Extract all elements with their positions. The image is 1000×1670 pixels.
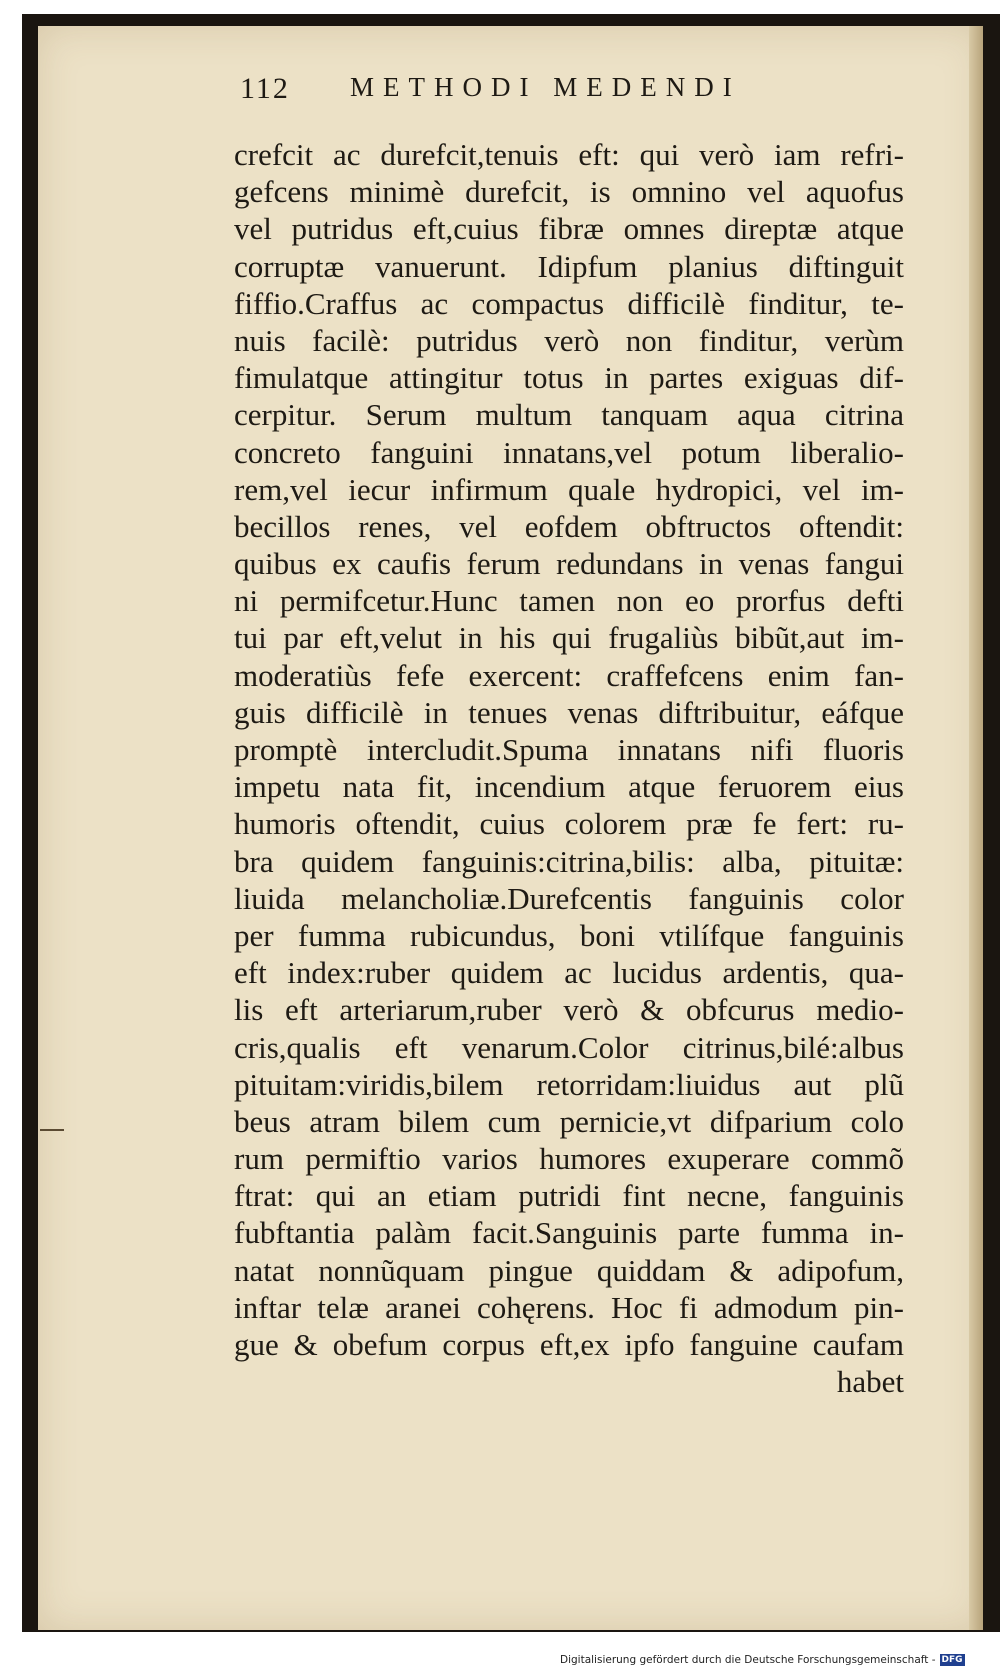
page-edge [969, 26, 983, 1630]
text-line: ni permifcetur.Hunc tamen non eo prorfus defti [234, 583, 904, 619]
text-line: nuis facilè: putridus verò non finditur, verùm [234, 322, 904, 358]
text-line: guis difficilè in tenues venas diftribuitur, eáfque [234, 694, 904, 730]
text-line: concreto fanguini innatans,vel potum liberalio- [234, 434, 904, 470]
text-line: crefcit ac durefcit,tenuis eft: qui verò iam refri- [234, 137, 904, 172]
text-line: gue & obefum corpus eft,ex ipfo fanguine caufam [234, 1327, 904, 1362]
text-line: tui par eft,velut in his qui frugaliùs bibũt,aut im- [234, 620, 904, 656]
page-number: 112 [240, 72, 290, 105]
text-line: rem,vel iecur infirmum quale hydropici, vel im- [234, 471, 904, 507]
text-line: becillos renes, vel eofdem obftructos oftendit: [234, 508, 904, 544]
text-line: lis eft arteriarum,ruber verò & obfcurus medio- [234, 992, 904, 1028]
text-line: promptè intercludit.Spuma innatans nifi fluoris [234, 732, 904, 767]
text-line: cris,qualis eft venarum.Color citrinus,bilé:albus [234, 1029, 904, 1065]
text-line: eft index:ruber quidem ac lucidus ardentis, qua- [234, 955, 904, 991]
text-line: per fumma rubicundus, boni vtilífque fanguinis [234, 917, 904, 953]
page-header [200, 72, 910, 112]
text-line: inftar telæ aranei cohęrens. Hoc fi admodum pin- [234, 1289, 904, 1325]
margin-mark [40, 1129, 64, 1131]
body-text [234, 136, 904, 1400]
running-head: METHODI MEDENDI [350, 72, 741, 102]
text-line: impetu nata fit, incendium atque feruorem eius [234, 769, 904, 805]
text-line: liuida melancholiæ.Durefcentis fanguinis color [234, 880, 904, 916]
text-line: natat nonnũquam pingue quiddam & adipofum, [234, 1252, 904, 1288]
text-line: quibus ex caufis ferum redundans in venas fangui [234, 546, 904, 582]
text-line: humoris oftendit, cuius colorem præ fe fert: ru- [234, 806, 904, 842]
text-line: fiffio.Craffus ac compactus difficilè finditur, te- [234, 285, 904, 321]
text-line: bra quidem fanguinis:citrina,bilis: alba, pituitæ: [234, 843, 904, 879]
text-line: beus atram bilem cum pernicie,vt difparium colo [234, 1103, 904, 1139]
dfg-logo: DFG [941, 1655, 963, 1665]
text-line: corruptæ vanuerunt. Idipfum planius diftinguit [234, 248, 904, 284]
text-line: cerpitur. Serum multum tanquam aqua citrina [234, 397, 904, 433]
text-line: gefcens minimè durefcit, is omnino vel aquofus [234, 174, 904, 210]
text-line: pituitam:viridis,bilem retorridam:liuidus aut plũ [234, 1066, 904, 1102]
catchword: habet [836, 1364, 904, 1400]
credit-text: Digitalisierung gefördert durch die Deutsche Forschungsgemeinschaft - [560, 1654, 936, 1666]
text-line: moderatiùs fefe exercent: craffefcens enim fan- [234, 657, 904, 693]
digitization-credit [560, 1652, 965, 1668]
text-line: ftrat: qui an etiam putridi fint necne, fanguinis [234, 1178, 904, 1214]
text-line: fimulatque attingitur totus in partes exiguas dif- [234, 360, 904, 396]
text-line: fubftantia palàm facit.Sanguinis parte fumma in- [234, 1215, 904, 1251]
text-line: rum permiftio varios humores exuperare commõ [234, 1141, 904, 1177]
text-line: vel putridus eft,cuius fibræ omnes direptæ atque [234, 211, 904, 247]
